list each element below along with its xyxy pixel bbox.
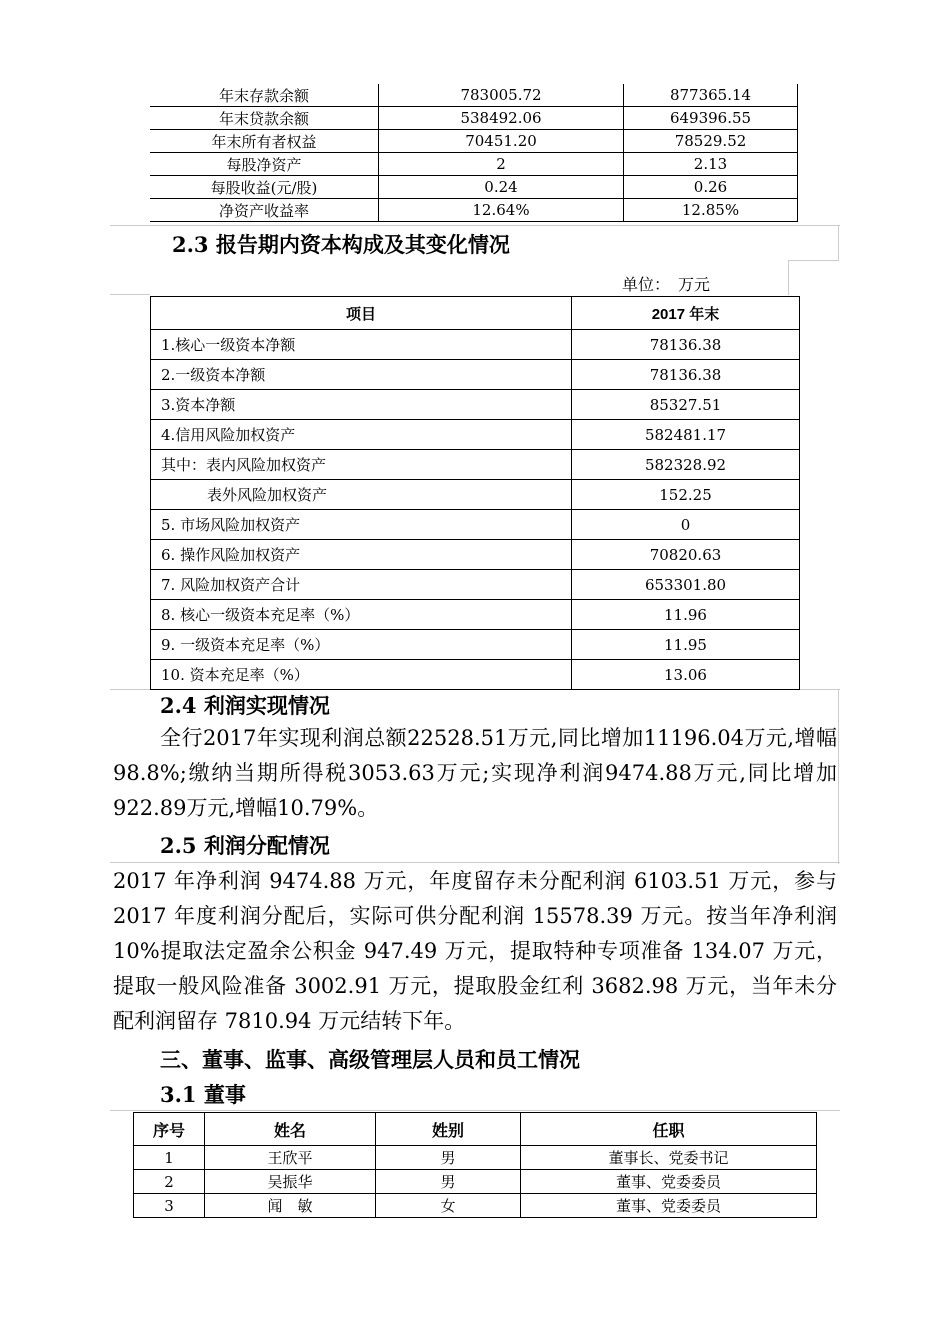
section-heading: 2.5 利润分配情况 xyxy=(160,833,330,858)
guide-line xyxy=(110,294,150,295)
table-row xyxy=(150,153,798,176)
table-cell: 78529.52 xyxy=(624,130,798,153)
table-cell: 12.64% xyxy=(379,199,624,222)
table-row xyxy=(151,330,800,360)
table-cell: 78136.38 xyxy=(572,330,800,360)
financial-summary-table xyxy=(150,84,798,222)
table-cell: 0 xyxy=(572,510,800,540)
table-cell: 王欣平 xyxy=(205,1146,376,1170)
table-cell: 0.26 xyxy=(624,176,798,199)
table-cell: 10. 资本充足率（%） xyxy=(151,660,572,690)
section-heading: 2.4 利润实现情况 xyxy=(160,693,330,718)
table-cell: 877365.14 xyxy=(624,84,798,107)
table-cell: 3 xyxy=(134,1194,205,1218)
table-cell: 吴振华 xyxy=(205,1170,376,1194)
table-cell: 582328.92 xyxy=(572,450,800,480)
table-cell: 女 xyxy=(376,1194,521,1218)
table-cell: 每股收益(元/股) xyxy=(150,176,379,199)
table-cell: 表外风险加权资产 xyxy=(151,480,572,510)
table-row xyxy=(151,660,800,690)
section-heading: 2.3 报告期内资本构成及其变化情况 xyxy=(172,232,510,257)
capital-structure-table xyxy=(150,296,800,690)
table-cell: 85327.51 xyxy=(572,390,800,420)
table-cell: 0.24 xyxy=(379,176,624,199)
column-header: 序号 xyxy=(134,1113,205,1146)
distribution-paragraph: 2017 年净利润 9474.88 万元，年度留存未分配利润 6103.51 万元，参与 2017 年度利润分配后，实际可供分配利润 15578.39 万元。按当年净利润 10%提取法定盈余公积金 947.49 万元，提取特种专项准备 134.07 万元，提取一般风险准备 3002.91 万元，提取股金红利 3682.98 万元，当年未分配利润留存 7810.94 万元结转下年。 xyxy=(113,869,837,1033)
table-cell: 783005.72 xyxy=(379,84,624,107)
table-cell: 3.资本净额 xyxy=(151,390,572,420)
table-cell: 649396.55 xyxy=(624,107,798,130)
table-row xyxy=(151,510,800,540)
table-cell: 董事、党委委员 xyxy=(521,1170,817,1194)
table-row xyxy=(151,480,800,510)
table-row xyxy=(134,1170,817,1194)
table-cell: 653301.80 xyxy=(572,570,800,600)
table-cell: 2 xyxy=(379,153,624,176)
table-cell: 其中：表内风险加权资产 xyxy=(151,450,572,480)
table-cell: 6. 操作风险加权资产 xyxy=(151,540,572,570)
table-header-row xyxy=(151,297,800,330)
table-row xyxy=(134,1194,817,1218)
table-cell: 152.25 xyxy=(572,480,800,510)
table-cell: 每股净资产 xyxy=(150,153,379,176)
table-row xyxy=(151,450,800,480)
table-row xyxy=(151,420,800,450)
table-cell: 年末贷款余额 xyxy=(150,107,379,130)
table-row xyxy=(150,176,798,199)
table-cell: 年末所有者权益 xyxy=(150,130,379,153)
table-cell: 男 xyxy=(376,1146,521,1170)
table-row xyxy=(151,540,800,570)
column-header: 2017 年末 xyxy=(572,297,800,330)
table-cell: 582481.17 xyxy=(572,420,800,450)
table-cell: 闻 敏 xyxy=(205,1194,376,1218)
guide-line xyxy=(838,225,839,260)
table-row xyxy=(134,1146,817,1170)
table-cell: 12.85% xyxy=(624,199,798,222)
table-cell: 年末存款余额 xyxy=(150,84,379,107)
table-cell: 78136.38 xyxy=(572,360,800,390)
table-row xyxy=(151,600,800,630)
table-cell: 9. 一级资本充足率（%） xyxy=(151,630,572,660)
table-row xyxy=(150,130,798,153)
table-cell: 1.核心一级资本净额 xyxy=(151,330,572,360)
table-cell: 8. 核心一级资本充足率（%） xyxy=(151,600,572,630)
table-cell: 70451.20 xyxy=(379,130,624,153)
column-header: 任职 xyxy=(521,1113,817,1146)
table-cell: 男 xyxy=(376,1170,521,1194)
table-row xyxy=(150,107,798,130)
directors-table xyxy=(133,1112,817,1218)
guide-line xyxy=(110,862,840,863)
section-heading: 3.1 董事 xyxy=(160,1082,246,1107)
table-row xyxy=(151,570,800,600)
table-row xyxy=(151,360,800,390)
table-row xyxy=(151,390,800,420)
profit-paragraph: 全行2017年实现利润总额22528.51万元,同比增加11196.04万元,增幅98.8%;缴纳当期所得税3053.63万元;实现净利润9474.88万元,同比增加922.89万元,增幅10.79%。 xyxy=(113,726,837,820)
guide-line xyxy=(110,1110,840,1111)
table-row xyxy=(150,84,798,107)
table-cell: 净资产收益率 xyxy=(150,199,379,222)
guide-line xyxy=(838,689,839,864)
chapter-heading: 三、董事、监事、高级管理层人员和员工情况 xyxy=(160,1047,580,1072)
table-cell: 70820.63 xyxy=(572,540,800,570)
table-row xyxy=(150,199,798,222)
table-header-row xyxy=(134,1113,817,1146)
table-row xyxy=(151,630,800,660)
table-cell: 2 xyxy=(134,1170,205,1194)
table-cell: 2.一级资本净额 xyxy=(151,360,572,390)
guide-line xyxy=(788,260,839,261)
table-cell: 11.96 xyxy=(572,600,800,630)
guide-line xyxy=(788,260,789,295)
table-cell: 2.13 xyxy=(624,153,798,176)
table-cell: 13.06 xyxy=(572,660,800,690)
table-cell: 7. 风险加权资产合计 xyxy=(151,570,572,600)
column-header: 项目 xyxy=(151,297,572,330)
table-cell: 1 xyxy=(134,1146,205,1170)
table-cell: 5. 市场风险加权资产 xyxy=(151,510,572,540)
table-cell: 董事长、党委书记 xyxy=(521,1146,817,1170)
table-cell: 4.信用风险加权资产 xyxy=(151,420,572,450)
unit-label: 单位： 万元 xyxy=(622,275,711,294)
column-header: 姓别 xyxy=(376,1113,521,1146)
table-cell: 538492.06 xyxy=(379,107,624,130)
table-cell: 董事、党委委员 xyxy=(521,1194,817,1218)
guide-line xyxy=(110,225,840,226)
table-cell: 11.95 xyxy=(572,630,800,660)
column-header: 姓名 xyxy=(205,1113,376,1146)
